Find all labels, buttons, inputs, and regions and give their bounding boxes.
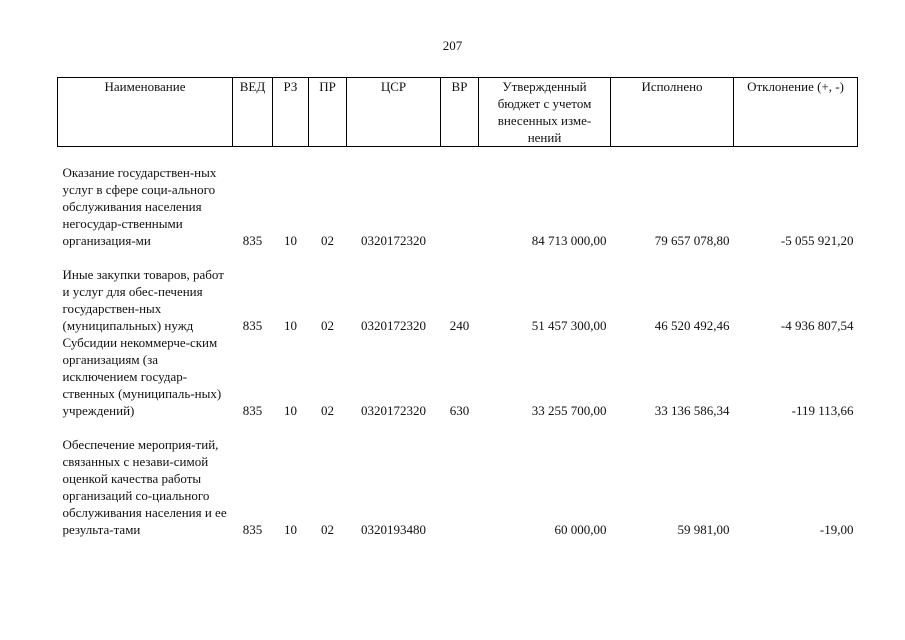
header-pr: ПР [309,78,347,147]
header-approved-budget: Утвержденный бюджет с учетом внесенных изме-нений [479,78,611,147]
row-ved: 835 [242,318,263,333]
row-deviation: -119 113,66 [791,403,854,418]
table-header-row [58,78,858,147]
row-executed: 79 657 078,80 [654,233,730,248]
row-deviation: -5 055 921,20 [780,233,854,248]
row-rz: 10 [284,403,297,418]
row-ved: 835 [242,522,263,537]
row-pr: 02 [321,233,334,248]
row-rz: 10 [284,318,297,333]
row-ved: 835 [242,403,263,418]
row-vr: 630 [449,403,470,418]
table-row [58,334,858,419]
row-executed: 33 136 586,34 [654,403,730,418]
header-name: Наименование [58,78,233,147]
row-vr: 240 [449,318,470,333]
row-name: Субсидии некоммерче-ским организациям (за исключением государ-ственных (муниципаль-ных) учреждений) [62,335,222,418]
row-approved: 84 713 000,00 [531,233,607,248]
header-rz: РЗ [273,78,309,147]
header-ved: ВЕД [233,78,273,147]
header-csr: ЦСР [347,78,441,147]
row-approved: 60 000,00 [554,522,607,537]
row-pr: 02 [321,318,334,333]
row-vr [441,419,479,538]
table-row [58,147,858,250]
page-number: 207 [442,38,463,53]
row-name: Иные закупки товаров, работ и услуг для обес-печения государствен-ных (муниципальных) нужд [62,267,224,333]
header-deviation: Отклонение (+, -) [734,78,858,147]
row-name: Оказание государствен-ных услуг в сфере соци-ального обслуживания населения негосудар-ственными организация-ми [62,165,217,248]
row-executed: 59 981,00 [677,522,730,537]
row-name: Обеспечение мероприя-тий, связанных с незави-симой оценкой качества работы организаций со-циального обслуживания населения и ее результа-тами [62,437,227,537]
row-ved: 835 [242,233,263,248]
budget-table [57,77,858,538]
row-csr: 0320172320 [361,403,426,418]
row-deviation: -19,00 [819,522,854,537]
row-executed: 46 520 492,46 [654,318,730,333]
table-row [58,419,858,538]
header-executed: Исполнено [611,78,734,147]
header-vr: ВР [441,78,479,147]
row-vr [441,147,479,250]
row-approved: 33 255 700,00 [531,403,607,418]
row-approved: 51 457 300,00 [531,318,607,333]
row-rz: 10 [284,233,297,248]
row-rz: 10 [284,522,297,537]
row-csr: 0320172320 [361,318,426,333]
row-pr: 02 [321,403,334,418]
row-csr: 0320193480 [361,522,426,537]
row-pr: 02 [321,522,334,537]
table-row [58,249,858,334]
row-csr: 0320172320 [361,233,426,248]
row-deviation: -4 936 807,54 [780,318,854,333]
